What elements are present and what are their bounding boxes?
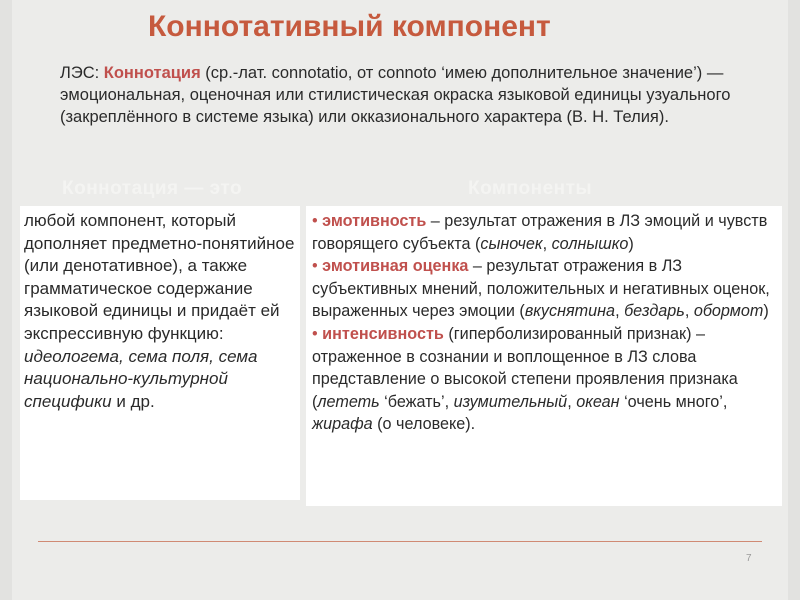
item-separator: , bbox=[542, 234, 552, 253]
item-gloss: , bbox=[567, 392, 577, 411]
footer-divider bbox=[38, 541, 762, 542]
definition-paragraph bbox=[60, 62, 760, 128]
item-end: ) bbox=[628, 234, 634, 253]
item-end: ) bbox=[763, 302, 769, 321]
item-text: – результат отражения в ЛЗ эмоций и чувств говорящего субъекта ( bbox=[312, 212, 768, 253]
item-end: (о человеке). bbox=[372, 415, 476, 434]
left-column-header: Коннотация — это bbox=[62, 178, 243, 199]
left-examples: идеологема, сема поля, сема национально-культурной специфики bbox=[24, 346, 258, 411]
definition-term: Коннотация bbox=[103, 64, 201, 82]
item-term: эмотивная оценка bbox=[322, 257, 469, 276]
slide-title: Коннотативный компонент bbox=[148, 10, 551, 43]
item-separator: , bbox=[684, 302, 694, 321]
list-item-intensity bbox=[312, 323, 770, 436]
item-example: вкуснятина bbox=[524, 302, 616, 321]
item-gloss: ‘очень много’, bbox=[619, 392, 728, 411]
item-example: бездарь bbox=[624, 302, 685, 321]
left-suffix: и др. bbox=[111, 391, 155, 411]
page-number: 7 bbox=[746, 553, 752, 564]
item-separator: , bbox=[615, 302, 625, 321]
right-column-header: Компоненты bbox=[468, 178, 593, 199]
bullet-icon: • bbox=[312, 212, 318, 230]
item-text: (гиперболизированный признак) – отраженное в сознании и воплощенное в ЛЗ слова представление о высокой степени проявления признака ( bbox=[312, 324, 738, 411]
list-item-emotive-evaluation bbox=[312, 255, 770, 323]
item-example: сыночек bbox=[480, 234, 543, 253]
item-gloss: ‘бежать’, bbox=[379, 392, 454, 411]
item-example: солнышко bbox=[551, 234, 629, 253]
item-term: эмотивность bbox=[322, 212, 427, 230]
definition-text: (ср.-лат. connotatio, от connoto ‘имею дополнительное значение’) — эмоциональная, оценочная или стилистическая окраска языковой единицы узуального (закреплённого в системе языка) или окказионального характера (В. Н. Телия). bbox=[60, 64, 731, 126]
item-example: океан bbox=[576, 392, 620, 411]
definition-prefix: ЛЭС: bbox=[60, 64, 104, 82]
left-text: любой компонент, который дополняет предметно-понятийное (или денотативное), а также грамматическое содержание языковой единицы и придаёт ей экспрессивную функцию: bbox=[24, 211, 295, 343]
item-text: – результат отражения в ЛЗ субъективных мнений, положительных и негативных оценок, выраженных через эмоции ( bbox=[312, 257, 770, 321]
list-item-emotivity bbox=[312, 210, 770, 255]
item-example: жирафа bbox=[312, 415, 373, 434]
item-example: лететь bbox=[317, 392, 380, 411]
item-example: обормот bbox=[693, 302, 764, 321]
bullet-icon: • bbox=[312, 257, 318, 276]
item-example: изумительный bbox=[453, 392, 568, 411]
item-term: интенсивность bbox=[322, 324, 444, 343]
left-column-text bbox=[24, 210, 300, 413]
right-column-list bbox=[312, 210, 770, 436]
bullet-icon: • bbox=[312, 324, 318, 343]
